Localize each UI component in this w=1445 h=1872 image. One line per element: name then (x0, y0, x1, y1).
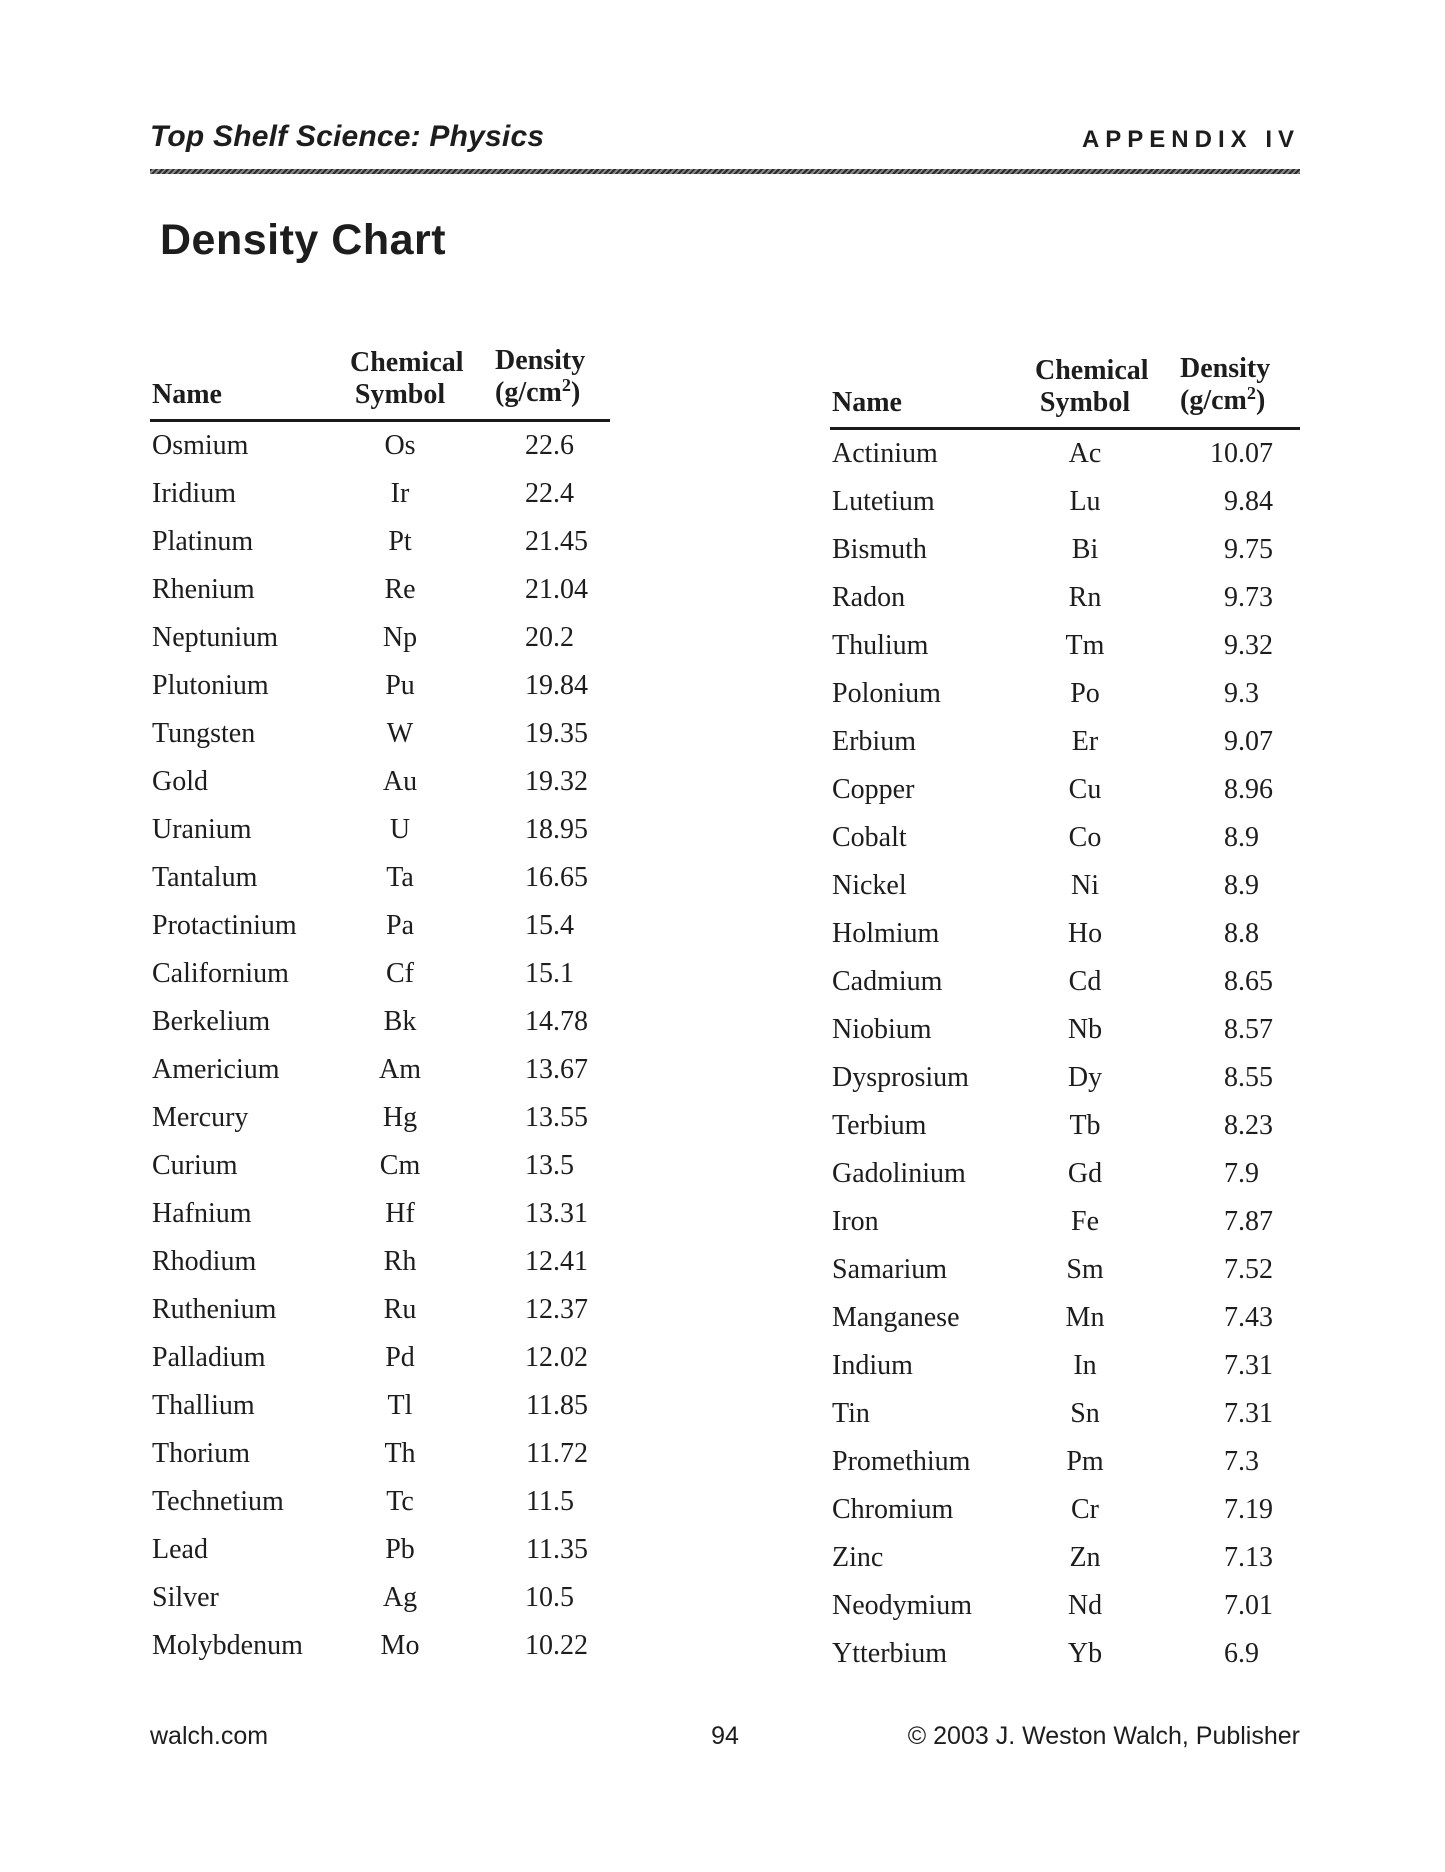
chemical-symbol-cell: Ni (1071, 870, 1099, 901)
density-cell: 7.13 (1224, 1542, 1273, 1573)
chemical-symbol-cell: In (1073, 1350, 1097, 1381)
header-divider-rule (150, 169, 1300, 174)
density-unit-post: ) (570, 377, 581, 408)
table-row (150, 950, 610, 998)
element-name-cell: Iridium (152, 478, 236, 509)
table-row (830, 622, 1300, 670)
chemical-symbol-cell: Dy (1067, 1062, 1103, 1093)
table-row (150, 421, 610, 471)
element-name-cell: Erbium (832, 726, 916, 757)
density-unit-pre: (g/cm (495, 377, 562, 408)
density-cell: 9.3 (1224, 678, 1259, 709)
chemical-symbol-cell: Ru (383, 1294, 417, 1325)
table-row (830, 429, 1300, 479)
table-row (830, 862, 1300, 910)
col-header-symbol-line2: Symbol (1039, 387, 1131, 418)
element-name-cell: Berkelium (152, 1006, 271, 1037)
element-name-cell: Osmium (152, 430, 249, 461)
density-cell: 7.01 (1224, 1590, 1273, 1621)
density-cell: 7.3 (1224, 1446, 1259, 1477)
density-unit-pre: (g/cm (1180, 385, 1247, 416)
density-cell: 14.78 (525, 1006, 588, 1037)
chemical-symbol-cell: Tl (387, 1390, 413, 1421)
density-cell: 9.75 (1224, 534, 1273, 565)
table-row (830, 1198, 1300, 1246)
header-row (150, 345, 610, 421)
table-row (830, 1102, 1300, 1150)
chemical-symbol-cell: U (389, 814, 411, 845)
col-header-symbol (350, 345, 464, 421)
element-name-cell: Hafnium (152, 1198, 252, 1229)
table-row (150, 1622, 610, 1670)
book-title: Top Shelf Science: Physics (150, 120, 545, 153)
page-header (150, 120, 1300, 154)
element-name-cell: Californium (152, 958, 289, 989)
element-name-cell: Palladium (152, 1342, 266, 1373)
table-body (830, 429, 1300, 1679)
element-name-cell: Cadmium (832, 966, 943, 997)
table-row (150, 1286, 610, 1334)
density-cell: 7.43 (1224, 1302, 1273, 1333)
density-cell: 7.9 (1224, 1158, 1259, 1189)
col-header-symbol (1035, 353, 1149, 429)
table-row (830, 718, 1300, 766)
density-cell: 22.6 (525, 430, 574, 461)
footer-website: walch.com (150, 1722, 269, 1750)
table-row (150, 1334, 610, 1382)
chemical-symbol-cell: Po (1070, 678, 1100, 709)
density-unit (1180, 385, 1265, 416)
table-row (150, 470, 610, 518)
table-row (150, 710, 610, 758)
chemical-symbol-cell: Zn (1069, 1542, 1101, 1573)
density-cell: 10.07 (1210, 438, 1273, 469)
element-name-cell: Neptunium (152, 622, 278, 653)
table-row (150, 1574, 610, 1622)
chemical-symbol-cell: Pd (385, 1342, 415, 1373)
element-name-cell: Nickel (832, 870, 907, 901)
element-name-cell: Rhenium (152, 574, 255, 605)
element-name-cell: Uranium (152, 814, 252, 845)
table-row (150, 1190, 610, 1238)
density-cell: 12.02 (525, 1342, 588, 1373)
density-cell: 12.41 (525, 1246, 588, 1277)
table-row (150, 518, 610, 566)
col-header-density-label: Density (495, 345, 586, 376)
element-name-cell: Samarium (832, 1254, 948, 1285)
chemical-symbol-cell: Hf (385, 1198, 415, 1229)
density-cell: 13.5 (525, 1150, 574, 1181)
element-name-cell: Copper (832, 774, 915, 805)
density-cell: 20.2 (525, 622, 574, 653)
chemical-symbol-cell: Gd (1067, 1158, 1103, 1189)
element-name-cell: Dysprosium (832, 1062, 969, 1093)
density-cell: 21.45 (525, 526, 588, 557)
element-name-cell: Niobium (832, 1014, 932, 1045)
density-cell: 18.95 (525, 814, 588, 845)
chemical-symbol-cell: Yb (1067, 1638, 1103, 1669)
density-cell: 21.04 (525, 574, 588, 605)
element-name-cell: Thorium (152, 1438, 250, 1469)
chemical-symbol-cell: Nb (1067, 1014, 1103, 1045)
chemical-symbol-cell: Hg (382, 1102, 418, 1133)
table-row (830, 910, 1300, 958)
chemical-symbol-cell: Pb (385, 1534, 415, 1565)
density-cell: 8.23 (1224, 1110, 1273, 1141)
table-row (150, 758, 610, 806)
chemical-symbol-cell: Nd (1067, 1590, 1103, 1621)
table-row (830, 1390, 1300, 1438)
density-cell: 10.5 (525, 1582, 574, 1613)
element-name-cell: Technetium (152, 1486, 284, 1517)
density-cell: 6.9 (1224, 1638, 1259, 1669)
header-row (830, 353, 1300, 429)
element-name-cell: Ytterbium (832, 1638, 948, 1669)
chemical-symbol-cell: Ir (390, 478, 410, 509)
element-name-cell: Tantalum (152, 862, 258, 893)
page-footer (150, 1722, 1300, 1751)
table-row (830, 958, 1300, 1006)
density-unit-post: ) (1255, 385, 1266, 416)
table-body (150, 421, 610, 1671)
element-name-cell: Protactinium (152, 910, 297, 941)
chemical-symbol-cell: Np (382, 622, 418, 653)
element-name-cell: Polonium (832, 678, 941, 709)
element-name-cell: Zinc (832, 1542, 884, 1573)
element-name-cell: Bismuth (832, 534, 927, 565)
element-name-cell: Thulium (832, 630, 929, 661)
table-row (830, 1342, 1300, 1390)
chemical-symbol-cell: Cr (1071, 1494, 1099, 1525)
table-row (830, 1534, 1300, 1582)
footer-page-number: 94 (711, 1722, 739, 1750)
chemical-symbol-cell: Pt (388, 526, 412, 557)
density-cell: 13.67 (525, 1054, 588, 1085)
chemical-symbol-cell: Am (379, 1054, 421, 1085)
density-cell: 11.72 (526, 1438, 588, 1469)
table-row (830, 1438, 1300, 1486)
element-name-cell: Iron (832, 1206, 879, 1237)
density-cell: 12.37 (525, 1294, 588, 1325)
chemical-symbol-cell: W (386, 718, 414, 749)
table-row (150, 1094, 610, 1142)
element-name-cell: Neodymium (832, 1590, 972, 1621)
chemical-symbol-cell: Rn (1068, 582, 1102, 613)
chemical-symbol-cell: Th (384, 1438, 416, 1469)
table-row (150, 854, 610, 902)
element-name-cell: Promethium (832, 1446, 971, 1477)
element-name-cell: Indium (832, 1350, 913, 1381)
density-cell: 9.32 (1224, 630, 1273, 661)
table-row (150, 614, 610, 662)
chemical-symbol-cell: Cm (379, 1150, 421, 1181)
table-row (830, 1006, 1300, 1054)
density-cell: 19.32 (525, 766, 588, 797)
element-name-cell: Plutonium (152, 670, 269, 701)
chemical-symbol-cell: Bk (383, 1006, 417, 1037)
col-header-density (1135, 353, 1300, 429)
density-cell: 10.22 (525, 1630, 588, 1661)
chemical-symbol-cell: Ta (386, 862, 414, 893)
table-row (830, 574, 1300, 622)
footer-copyright: © 2003 J. Weston Walch, Publisher (907, 1722, 1300, 1750)
chemical-symbol-cell: Rh (383, 1246, 417, 1277)
table-row (830, 478, 1300, 526)
chemical-symbol-cell: Cd (1068, 966, 1102, 997)
density-cell: 19.35 (525, 718, 588, 749)
element-name-cell: Mercury (152, 1102, 249, 1133)
density-unit-superscript: 2 (1246, 383, 1256, 403)
element-name-cell: Ruthenium (152, 1294, 277, 1325)
table-row (150, 806, 610, 854)
chemical-symbol-cell: Sn (1070, 1398, 1100, 1429)
table-row (150, 1526, 610, 1574)
element-name-cell: Curium (152, 1150, 238, 1181)
density-tables (150, 345, 1300, 1678)
table-row (830, 670, 1300, 718)
chemical-symbol-cell: Re (384, 574, 416, 605)
density-cell: 16.65 (525, 862, 588, 893)
element-name-cell: Manganese (832, 1302, 960, 1333)
density-cell: 11.85 (526, 1390, 588, 1421)
density-cell: 8.55 (1224, 1062, 1273, 1093)
table-row (830, 814, 1300, 862)
table-row (830, 1582, 1300, 1630)
col-header-density-label: Density (1180, 353, 1271, 384)
table-row (830, 526, 1300, 574)
table-row (150, 1430, 610, 1478)
element-name-cell: Holmium (832, 918, 940, 949)
table-row (830, 1150, 1300, 1198)
appendix-label: APPENDIX IV (1081, 126, 1300, 153)
density-cell: 15.4 (525, 910, 574, 941)
col-header-name: Name (830, 353, 1035, 429)
element-name-cell: Platinum (152, 526, 254, 557)
density-cell: 11.35 (526, 1534, 588, 1565)
chemical-symbol-cell: Os (384, 430, 416, 461)
table-row (830, 1246, 1300, 1294)
element-name-cell: Thallium (152, 1390, 255, 1421)
density-unit-superscript: 2 (561, 375, 571, 395)
element-name-cell: Terbium (832, 1110, 927, 1141)
chemical-symbol-cell: Pu (385, 670, 415, 701)
table-row (150, 1142, 610, 1190)
element-name-cell: Tungsten (152, 718, 256, 749)
element-name-cell: Lead (152, 1534, 208, 1565)
density-cell: 22.4 (525, 478, 574, 509)
element-name-cell: Gadolinium (832, 1158, 966, 1189)
table-row (830, 1630, 1300, 1678)
chemical-symbol-cell: Fe (1071, 1206, 1099, 1237)
table-row (150, 1478, 610, 1526)
col-header-symbol-line1: Chemical (1035, 355, 1149, 386)
table-row (830, 1486, 1300, 1534)
density-cell: 8.8 (1224, 918, 1259, 949)
table-row (150, 662, 610, 710)
density-cell: 8.96 (1224, 774, 1273, 805)
chemical-symbol-cell: Co (1068, 822, 1102, 853)
chemical-symbol-cell: Pa (386, 910, 414, 941)
density-cell: 13.31 (525, 1198, 588, 1229)
table-row (150, 1238, 610, 1286)
chemical-symbol-cell: Tm (1065, 630, 1105, 661)
density-table-right (830, 353, 1300, 1678)
table-row (150, 566, 610, 614)
density-cell: 11.5 (526, 1486, 574, 1517)
chemical-symbol-cell: Tb (1069, 1110, 1101, 1141)
element-name-cell: Molybdenum (152, 1630, 303, 1661)
element-name-cell: Rhodium (152, 1246, 257, 1277)
density-cell: 7.31 (1224, 1350, 1273, 1381)
chemical-symbol-cell: Sm (1066, 1254, 1104, 1285)
chemical-symbol-cell: Ac (1068, 438, 1102, 469)
density-cell: 7.19 (1224, 1494, 1273, 1525)
element-name-cell: Lutetium (832, 486, 935, 517)
table-row (150, 1382, 610, 1430)
density-cell: 7.31 (1224, 1398, 1273, 1429)
page-title: Density Chart (160, 216, 447, 264)
table-row (150, 902, 610, 950)
density-cell: 8.65 (1224, 966, 1273, 997)
element-name-cell: Chromium (832, 1494, 954, 1525)
table-row (150, 998, 610, 1046)
chemical-symbol-cell: Pm (1066, 1446, 1104, 1477)
density-cell: 7.52 (1224, 1254, 1273, 1285)
chemical-symbol-cell: Tc (386, 1486, 414, 1517)
density-cell: 9.73 (1224, 582, 1273, 613)
density-cell: 9.07 (1224, 726, 1273, 757)
col-header-symbol-line2: Symbol (354, 379, 446, 410)
element-name-cell: Actinium (832, 438, 938, 469)
table-row (830, 766, 1300, 814)
table-row (150, 1046, 610, 1094)
density-cell: 13.55 (525, 1102, 588, 1133)
element-name-cell: Silver (152, 1582, 219, 1613)
chemical-symbol-cell: Ho (1067, 918, 1103, 949)
chemical-symbol-cell: Er (1071, 726, 1099, 757)
col-header-density (450, 345, 610, 421)
table-header (830, 353, 1300, 429)
chemical-symbol-cell: Cf (386, 958, 414, 989)
density-cell: 8.57 (1224, 1014, 1273, 1045)
element-name-cell: Radon (832, 582, 906, 613)
chemical-symbol-cell: Au (382, 766, 418, 797)
density-cell: 9.84 (1224, 486, 1273, 517)
density-table-left (150, 345, 610, 1670)
chemical-symbol-cell: Mn (1065, 1302, 1105, 1333)
element-name-cell: Americium (152, 1054, 280, 1085)
chemical-symbol-cell: Lu (1069, 486, 1101, 517)
table-row (830, 1294, 1300, 1342)
element-name-cell: Gold (152, 766, 208, 797)
density-unit (495, 377, 580, 408)
density-cell: 15.1 (525, 958, 574, 989)
element-name-cell: Tin (832, 1398, 870, 1429)
chemical-symbol-cell: Mo (380, 1630, 420, 1661)
table-header (150, 345, 610, 421)
element-name-cell: Cobalt (832, 822, 907, 853)
density-cell: 7.87 (1224, 1206, 1273, 1237)
density-cell: 8.9 (1224, 822, 1259, 853)
chemical-symbol-cell: Bi (1071, 534, 1099, 565)
col-header-name: Name (150, 345, 350, 421)
density-cell: 19.84 (525, 670, 588, 701)
table-row (830, 1054, 1300, 1102)
chemical-symbol-cell: Ag (382, 1582, 418, 1613)
chemical-symbol-cell: Cu (1068, 774, 1102, 805)
density-cell: 8.9 (1224, 870, 1259, 901)
col-header-symbol-line1: Chemical (350, 347, 464, 378)
